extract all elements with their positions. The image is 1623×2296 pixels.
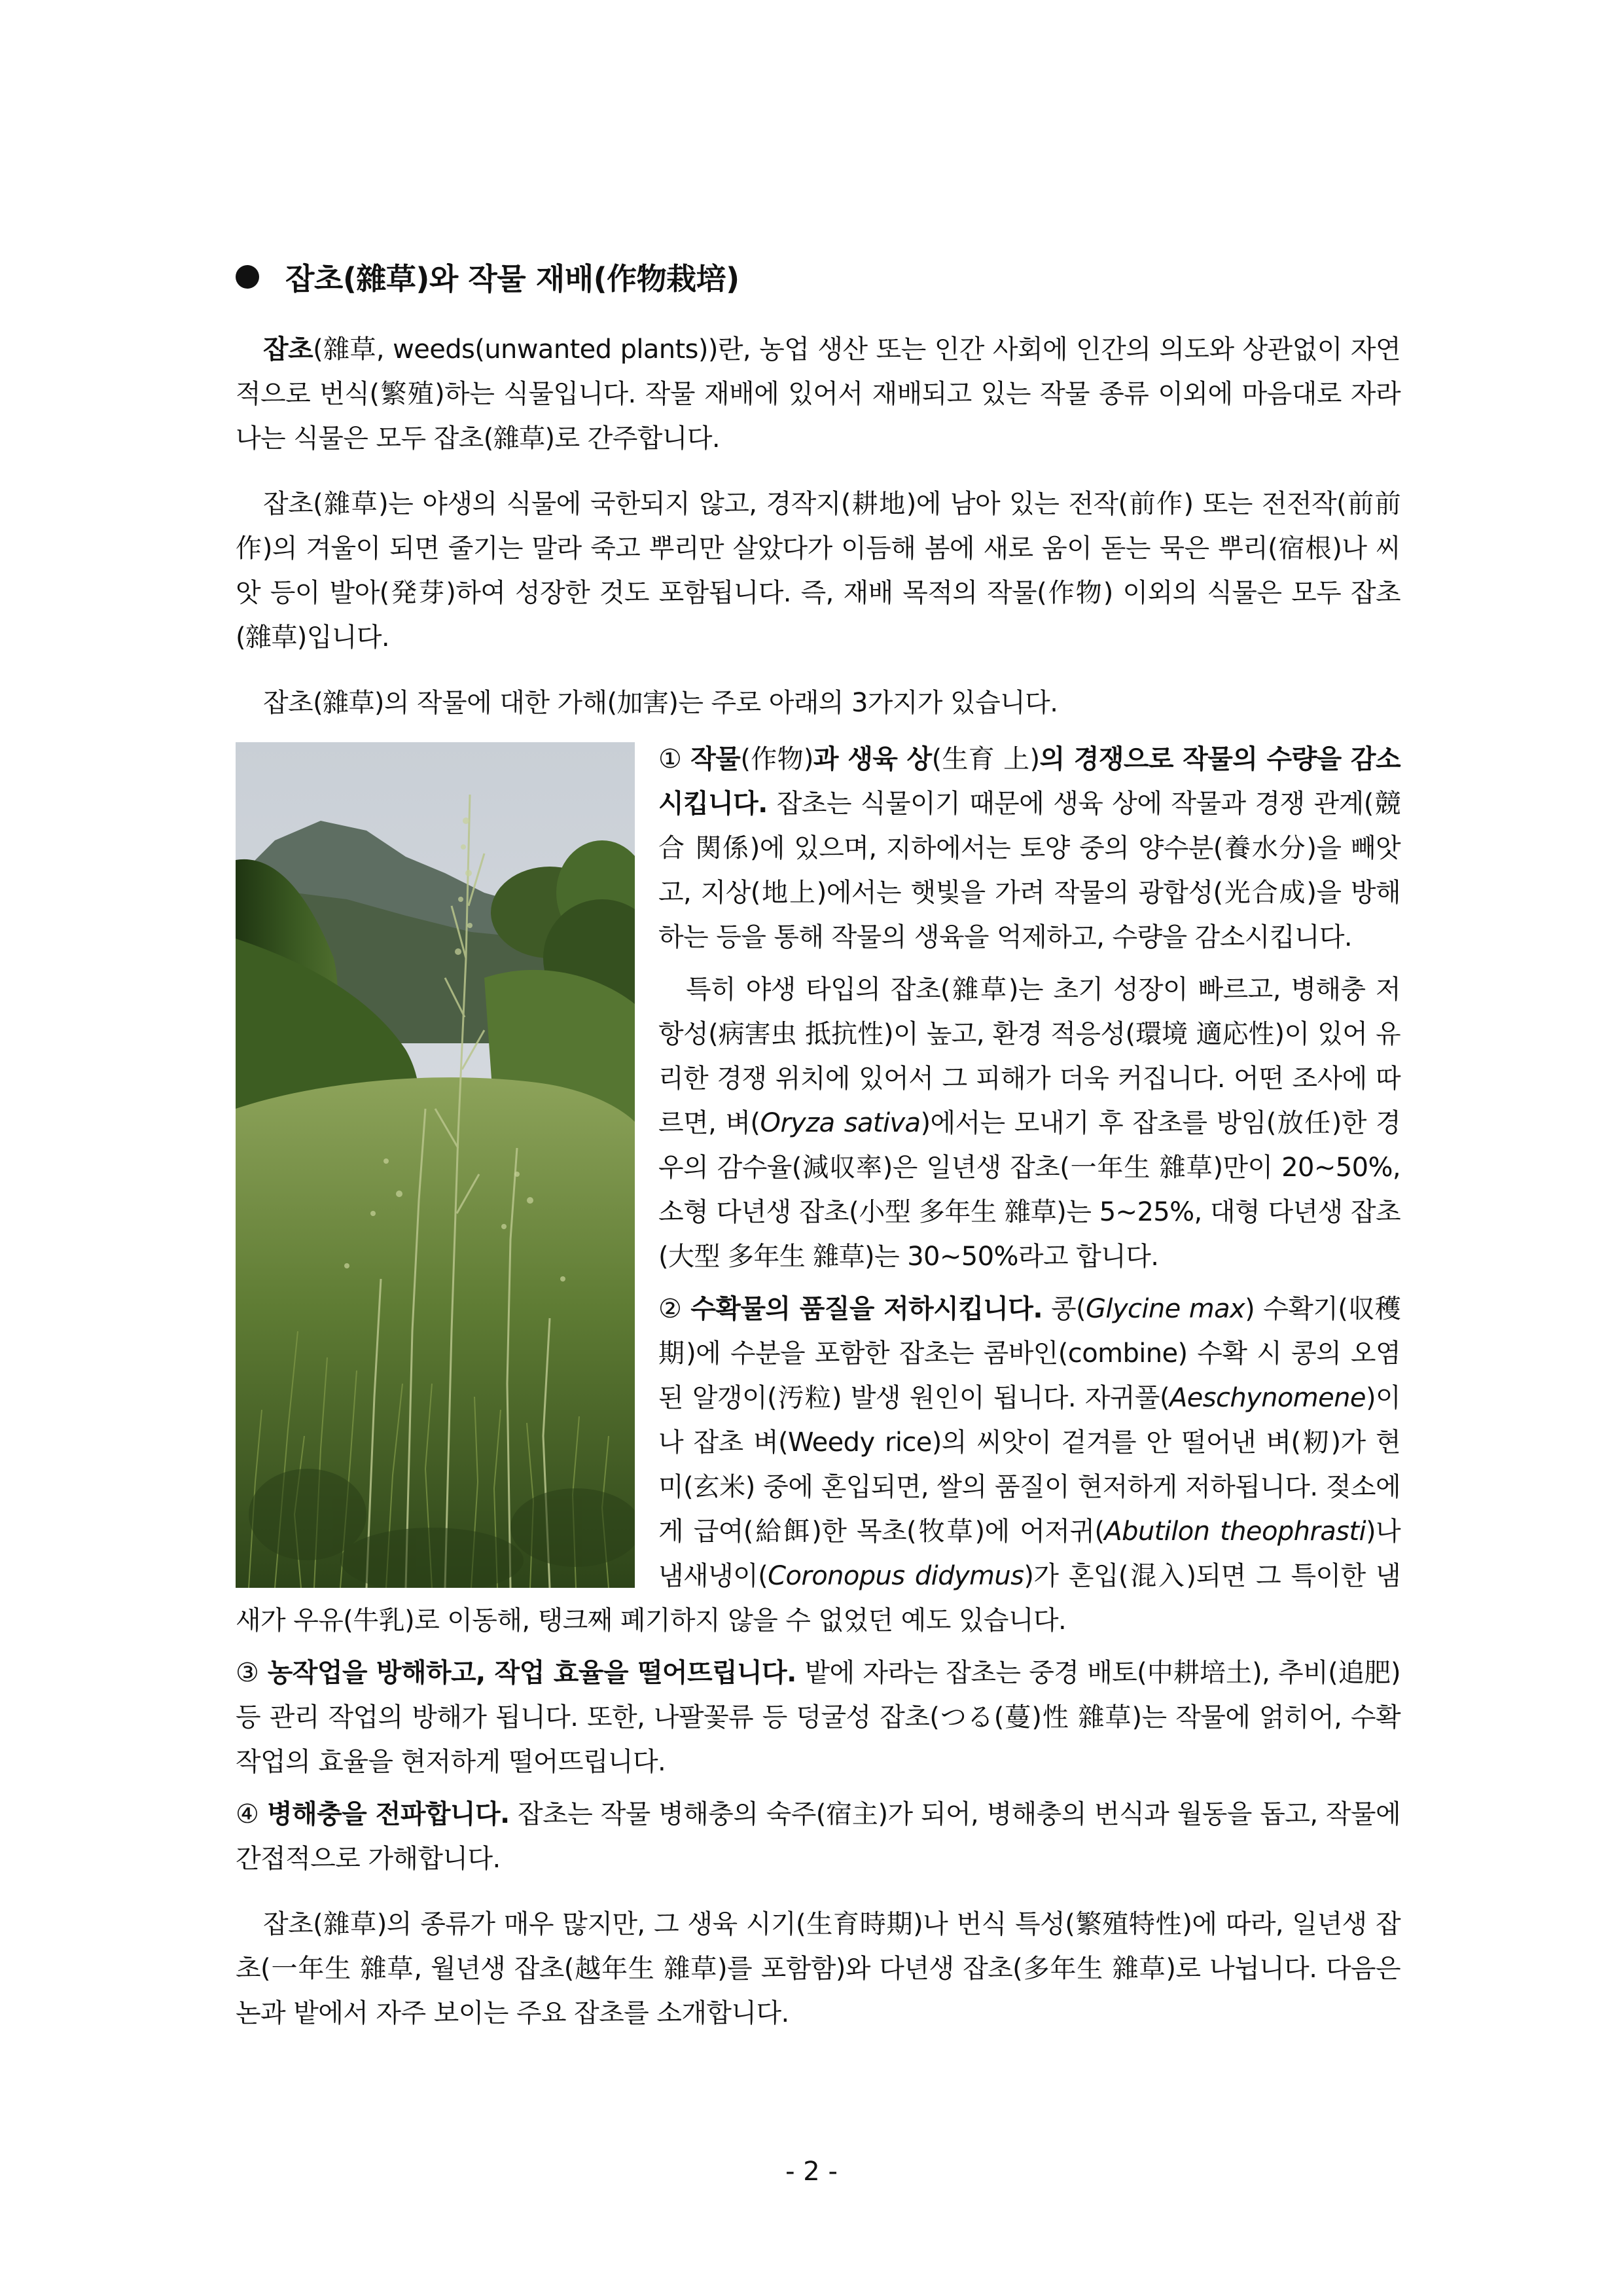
item-1-detail-b: )에서는 모내기 후 잡초를 방임(放任)한 경우의 감수율(減収率)은 일년생 잡초(一年生 雜草)만이 20~50%, 소형 다년생 잡초(小型 多年生 雜草)는 5~25%, 대형 다년생 잡초(大型 多年生 雜草)는 30~50%라고 합니다. [658,1108,1400,1272]
item-4-paragraph [236,1792,1400,1881]
section-heading [236,255,1400,298]
item-2-text-c: )이나 잡초 벼(Weedy rice)의 씨앗이 겉겨를 안 떨어낸 벼(籾)가 현미(玄米) 중에 혼입되면, 쌀의 품질이 현저하게 저하됩니다. 젖소에게 급여(給餌)한 목초(牧草)에 어저귀( [658,1383,1400,1547]
item-2-text-a: 콩( [1042,1294,1086,1324]
term-weed: 잡초 [263,334,313,365]
weed-photo-illustration [236,742,635,1588]
item-1-bold-a: 작물 [690,744,741,774]
item-1-detail-a: 특히 야생 타입의 잡초(雜草)는 초기 성장이 빠르고, 병해충 저항성(病害虫 抵抗性)이 높고, 환경 적응성(環境 適応性)이 있어 유리한 경쟁 위치에 있어서 그 피해가 더욱 커집니다. 어떤 조사에 따르면, 벼( [658,975,1400,1138]
coronopus-scientific-name: Coronopus didymus [768,1561,1024,1591]
item-2-bold: 수확물의 품질을 저하시킵니다. [690,1294,1043,1324]
item-1-bold-b: 과 생육 상 [813,744,932,774]
item-1-text: 잡초는 식물이기 때문에 생육 상에 작물과 경쟁 관계(競合 関係)에 있으며, 지하에서는 토양 중의 양수분(養水分)을 빼앗고, 지상(地上)에서는 햇빛을 가려 작물의 광합성(光合成)을 방해하는 등을 통해 작물의 생육을 억제하고, 수량을 감소시킵니다. [658,789,1400,952]
item-3-number: ③ [236,1658,259,1688]
soybean-scientific-name: Glycine max [1086,1294,1245,1324]
closing-paragraph: 잡초(雜草)의 종류가 매우 많지만, 그 생육 시기(生育時期)나 번식 특성(繁殖特性)에 따라, 일년생 잡초(一年生 雜草, 월년생 잡초(越年生 雜草)를 포함함)와 다년생 잡초(多年生 雜草)로 나뉩니다. 다음은 논과 밭에서 자주 보이는 주요 잡초를 소개합니다. [236,1909,1400,2028]
intro-paragraph-2: 잡초(雜草)는 야생의 식물에 국한되지 않고, 경작지(耕地)에 남아 있는 전작(前作) 또는 전전작(前前作)의 겨울이 되면 줄기는 말라 죽고 뿌리만 살았다가 이듬해 봄에 새로 움이 돋는 묵은 뿌리(宿根)나 씨앗 등이 발아(発芽)하여 성장한 것도 포함됩니다. 즉, 재배 목적의 작물(作物) 이외의 식물은 모두 잡초(雜草)입니다. [236,489,1400,653]
abutilon-scientific-name: Abutilon theophrasti [1104,1516,1366,1547]
item-4-number: ④ [236,1799,259,1829]
weed-field-photo [236,742,635,1588]
page-number: - 2 - [785,2157,838,2187]
intro-paragraph-1-text: (雜草, weeds(unwanted plants))란, 농업 생산 또는 인간 사회에 인간의 의도와 상관없이 자연적으로 번식(繁殖)하는 식물입니다. 작물 재배에 있어서 재배되고 있는 작물 종류 이외에 마음대로 자라나는 식물은 모두 잡초(雜草)로 간주합니다. [236,334,1400,454]
item-1-number: ① [658,744,683,774]
item-2-text-e: )가 혼입(混入)되면 그 특이한 냄새가 우유(牛乳)로 이동해, 탱크째 폐기하지 않을 수 없었던 예도 있습니다. [236,1561,1400,1636]
item-4-text: 잡초는 작물 병해충의 숙주(宿主)가 되어, 병해충의 번식과 월동을 돕고, 작물에 간접적으로 가해합니다. [236,1799,1400,1874]
item-2-text-b: ) 수확기(収穫期)에 수분을 포함한 잡초는 콤바인(combine) 수확 시 콩의 오염된 알갱이(汚粒) 발생 원인이 됩니다. 자귀풀( [658,1294,1400,1413]
rice-scientific-name: Oryza sativa [760,1108,921,1138]
intro-paragraph-3: 잡초(雜草)의 작물에 대한 가해(加害)는 주로 아래의 3가지가 있습니다. [263,688,1058,718]
item-2-text-d: )나 냄새냉이( [658,1516,1401,1591]
bullet-icon [236,265,259,289]
item-4-bold: 병해충을 전파합니다. [267,1799,510,1829]
document-page [236,255,1400,2056]
intro-paragraph-1 [236,327,1400,461]
item-3-bold: 농작업을 방해하고, 작업 효율을 떨어뜨립니다. [267,1658,796,1688]
item-3-text: 밭에 자라는 잡초는 중경 배토(中耕培土), 추비(追肥) 등 관리 작업의 방해가 됩니다. 또한, 나팔꽃류 등 덩굴성 잡초(つる(蔓)性 雜草)는 작물에 얽히어, 수확 작업의 효율을 현저하게 떨어뜨립니다. [236,1658,1400,1777]
item-1-bold-c: 의 경쟁으로 작물의 수량을 감소시킵니다. [658,744,1401,819]
item-1-hanja-b: (生育 上) [931,744,1040,774]
item-2-number: ② [658,1294,683,1324]
aeschynomene-scientific-name: Aeschynomene [1169,1383,1366,1413]
item-3-paragraph [236,1651,1400,1784]
item-1-hanja-a: (作物) [740,744,813,774]
section-heading-text: 잡초(雜草)와 작물 재배(作物栽培) [285,261,740,296]
